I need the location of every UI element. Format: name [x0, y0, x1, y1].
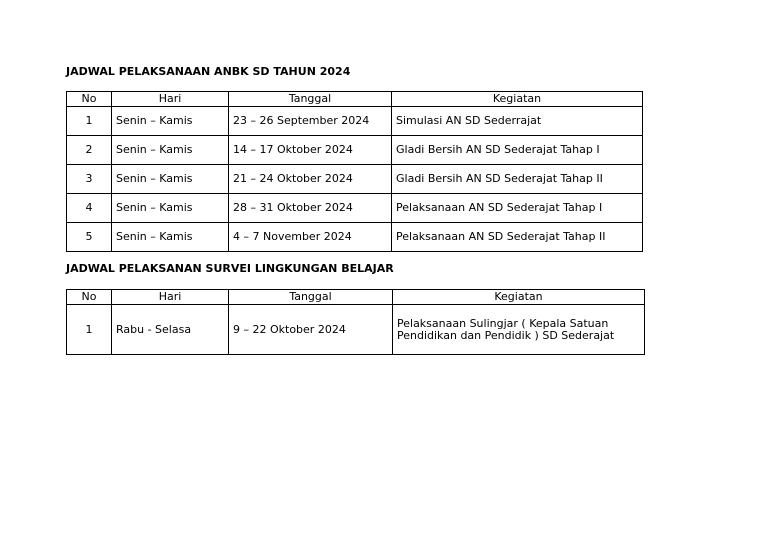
- column-header-hari: Hari: [112, 92, 229, 107]
- cell-no: 3: [67, 165, 112, 194]
- cell-kegiatan: Simulasi AN SD Sederrajat: [392, 107, 643, 136]
- survei-schedule-title: JADWAL PELAKSANAN SURVEI LINGKUNGAN BELAJAR: [66, 262, 394, 275]
- cell-kegiatan: Pelaksanaan AN SD Sederajat Tahap II: [392, 223, 643, 252]
- table-header-row: [67, 290, 645, 305]
- column-header-no: No: [67, 290, 112, 305]
- table-row: [67, 194, 643, 223]
- cell-no: 5: [67, 223, 112, 252]
- cell-tanggal: 28 – 31 Oktober 2024: [229, 194, 392, 223]
- column-header-no: No: [67, 92, 112, 107]
- cell-hari: Senin – Kamis: [112, 107, 229, 136]
- table-row: [67, 136, 643, 165]
- cell-hari: Senin – Kamis: [112, 165, 229, 194]
- cell-no: 2: [67, 136, 112, 165]
- cell-no: 4: [67, 194, 112, 223]
- cell-tanggal: 4 – 7 November 2024: [229, 223, 392, 252]
- cell-kegiatan: Gladi Bersih AN SD Sederajat Tahap II: [392, 165, 643, 194]
- cell-kegiatan: Gladi Bersih AN SD Sederajat Tahap I: [392, 136, 643, 165]
- cell-tanggal: 23 – 26 September 2024: [229, 107, 392, 136]
- cell-tanggal: 9 – 22 Oktober 2024: [229, 305, 393, 355]
- table-row: [67, 165, 643, 194]
- column-header-kegiatan: Kegiatan: [392, 92, 643, 107]
- table-header-row: [67, 92, 643, 107]
- anbk-schedule-title: JADWAL PELAKSANAAN ANBK SD TAHUN 2024: [66, 65, 351, 78]
- cell-hari: Rabu - Selasa: [112, 305, 229, 355]
- cell-hari: Senin – Kamis: [112, 136, 229, 165]
- column-header-tanggal: Tanggal: [229, 92, 392, 107]
- survei-schedule-table: [66, 289, 645, 355]
- cell-no: 1: [67, 107, 112, 136]
- table-row: [67, 107, 643, 136]
- cell-kegiatan: Pelaksanaan Sulingjar ( Kepala Satuan Pendidikan dan Pendidik ) SD Sederajat: [393, 305, 645, 355]
- cell-kegiatan: Pelaksanaan AN SD Sederajat Tahap I: [392, 194, 643, 223]
- table-row: [67, 305, 645, 355]
- cell-tanggal: 21 – 24 Oktober 2024: [229, 165, 392, 194]
- column-header-hari: Hari: [112, 290, 229, 305]
- column-header-kegiatan: Kegiatan: [393, 290, 645, 305]
- table-row: [67, 223, 643, 252]
- column-header-tanggal: Tanggal: [229, 290, 393, 305]
- cell-no: 1: [67, 305, 112, 355]
- cell-tanggal: 14 – 17 Oktober 2024: [229, 136, 392, 165]
- cell-hari: Senin – Kamis: [112, 223, 229, 252]
- anbk-schedule-table: [66, 91, 643, 252]
- cell-hari: Senin – Kamis: [112, 194, 229, 223]
